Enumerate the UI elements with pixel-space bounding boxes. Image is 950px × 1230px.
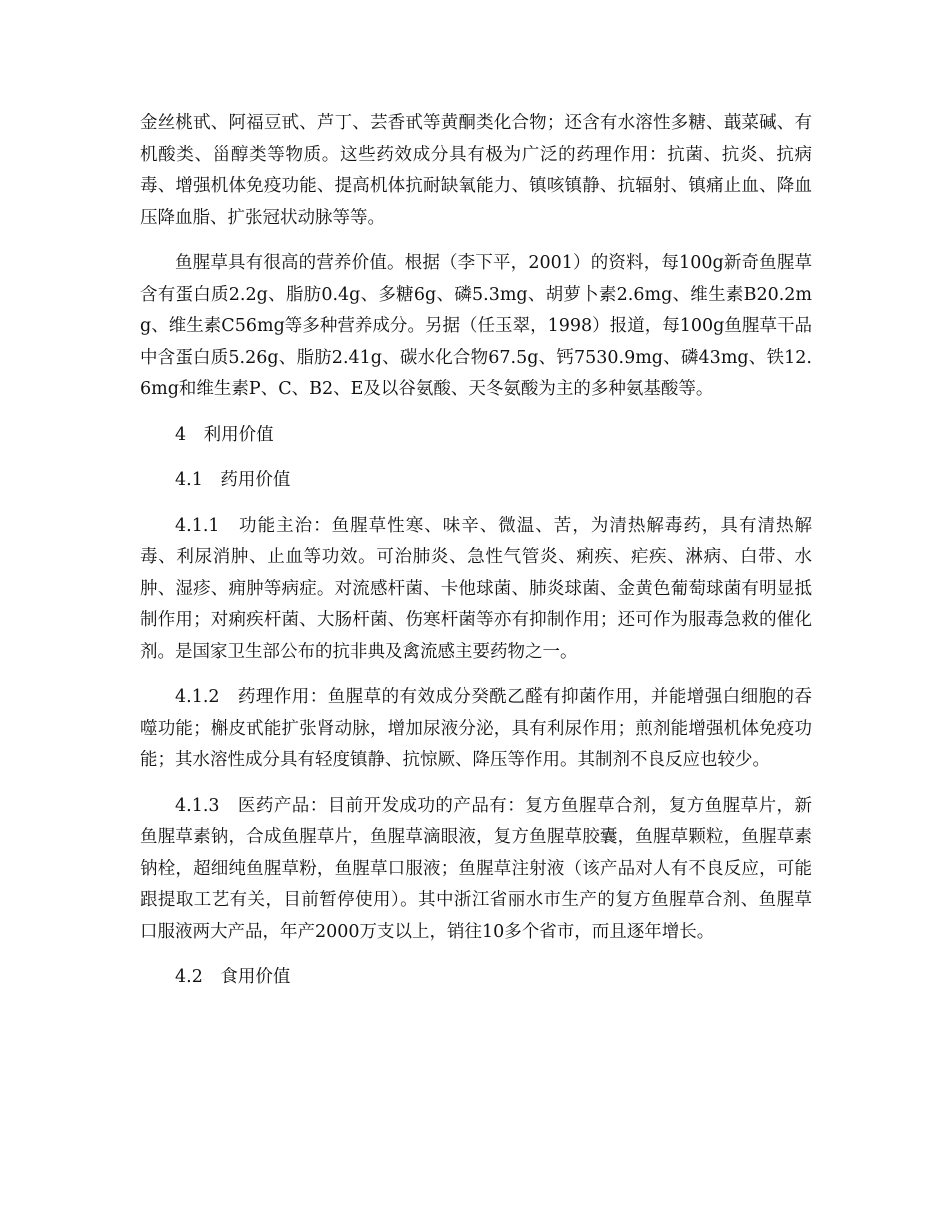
paragraph-4-1-1-function: 4.1.1 功能主治：鱼腥草性寒、味辛、微温、苦，为清热解毒药，具有清热解毒、利尿消肿、止血等功效。可治肺炎、急性气管炎、痢疾、疟疾、淋病、白带、水肿、湿疹、痈肿等病症。对流感杆菌、卡他球菌、肺炎球菌、金黄色葡萄球菌有明显抵制作用；对痢疾杆菌、大肠杆菌、伤寒杆菌等亦有抑制作用；还可作为服毒急救的催化剂。是国家卫生部公布的抗非典及禽流感主要药物之一。 — [140, 515, 812, 662]
paragraph-nutritional-value: 鱼腥草具有很高的营养价值。根据（李下平，2001）的资料，每100g新奇鱼腥草含有蛋白质2.2g、脂肪0.4g、多糖6g、磷5.3mg、胡萝卜素2.6mg、维生素B20.2mg、维生素C56mg等多种营养成分。另据（任玉翠，1998）报道，每100g鱼腥草干品中含蛋白质5.26g、脂肪2.41g、碳水化合物67.5g、钙7530.9mg、磷43mg、铁12.6mg和维生素P、C、B2、E及以谷氨酸、天冬氨酸为主的多种氨基酸等。 — [140, 253, 812, 399]
paragraph-4-1-3-products: 4.1.3 医药产品：目前开发成功的产品有：复方鱼腥草合剂，复方鱼腥草片，新鱼腥草素钠，合成鱼腥草片，鱼腥草滴眼液，复方鱼腥草胶囊，鱼腥草颗粒，鱼腥草素钠栓，超细纯鱼腥草粉，鱼腥草口服液；鱼腥草注射液（该产品对人有不良反应，可能跟提取工艺有关，目前暂停使用）。其中浙江省丽水市生产的复方鱼腥草合剂、鱼腥草口服液两大产品，年产2000万支以上，销往10多个省市，而且逐年增长。 — [140, 795, 812, 942]
paragraph-4-1-2-pharmacology: 4.1.2 药理作用：鱼腥草的有效成分癸酰乙醛有抑菌作用，并能增强白细胞的吞噬功能；槲皮甙能扩张肾动脉，增加尿液分泌，具有利尿作用；煎剂能增强机体免疫功能；其水溶性成分具有轻度镇静、抗惊厥、降压等作用。其制剂不良反应也较少。 — [140, 687, 812, 770]
section-heading-4: 4 利用价值 — [175, 424, 274, 445]
paragraph-flavonoid-compounds: 金丝桃甙、阿福豆甙、芦丁、芸香甙等黄酮类化合物；还含有水溶性多糖、蕺菜碱、有机酸类、甾醇类等物质。这些药效成分具有极为广泛的药理作用：抗菌、抗炎、抗病毒、增强机体免疫功能、提高机体抗耐缺氧能力、镇咳镇静、抗辐射、镇痛止血、降血压降血脂、扩张冠状动脉等等。 — [140, 113, 812, 228]
section-heading-4-1: 4.1 药用价值 — [175, 470, 291, 490]
document-page — [140, 108, 812, 994]
section-heading-4-2: 4.2 食用价值 — [175, 967, 291, 987]
